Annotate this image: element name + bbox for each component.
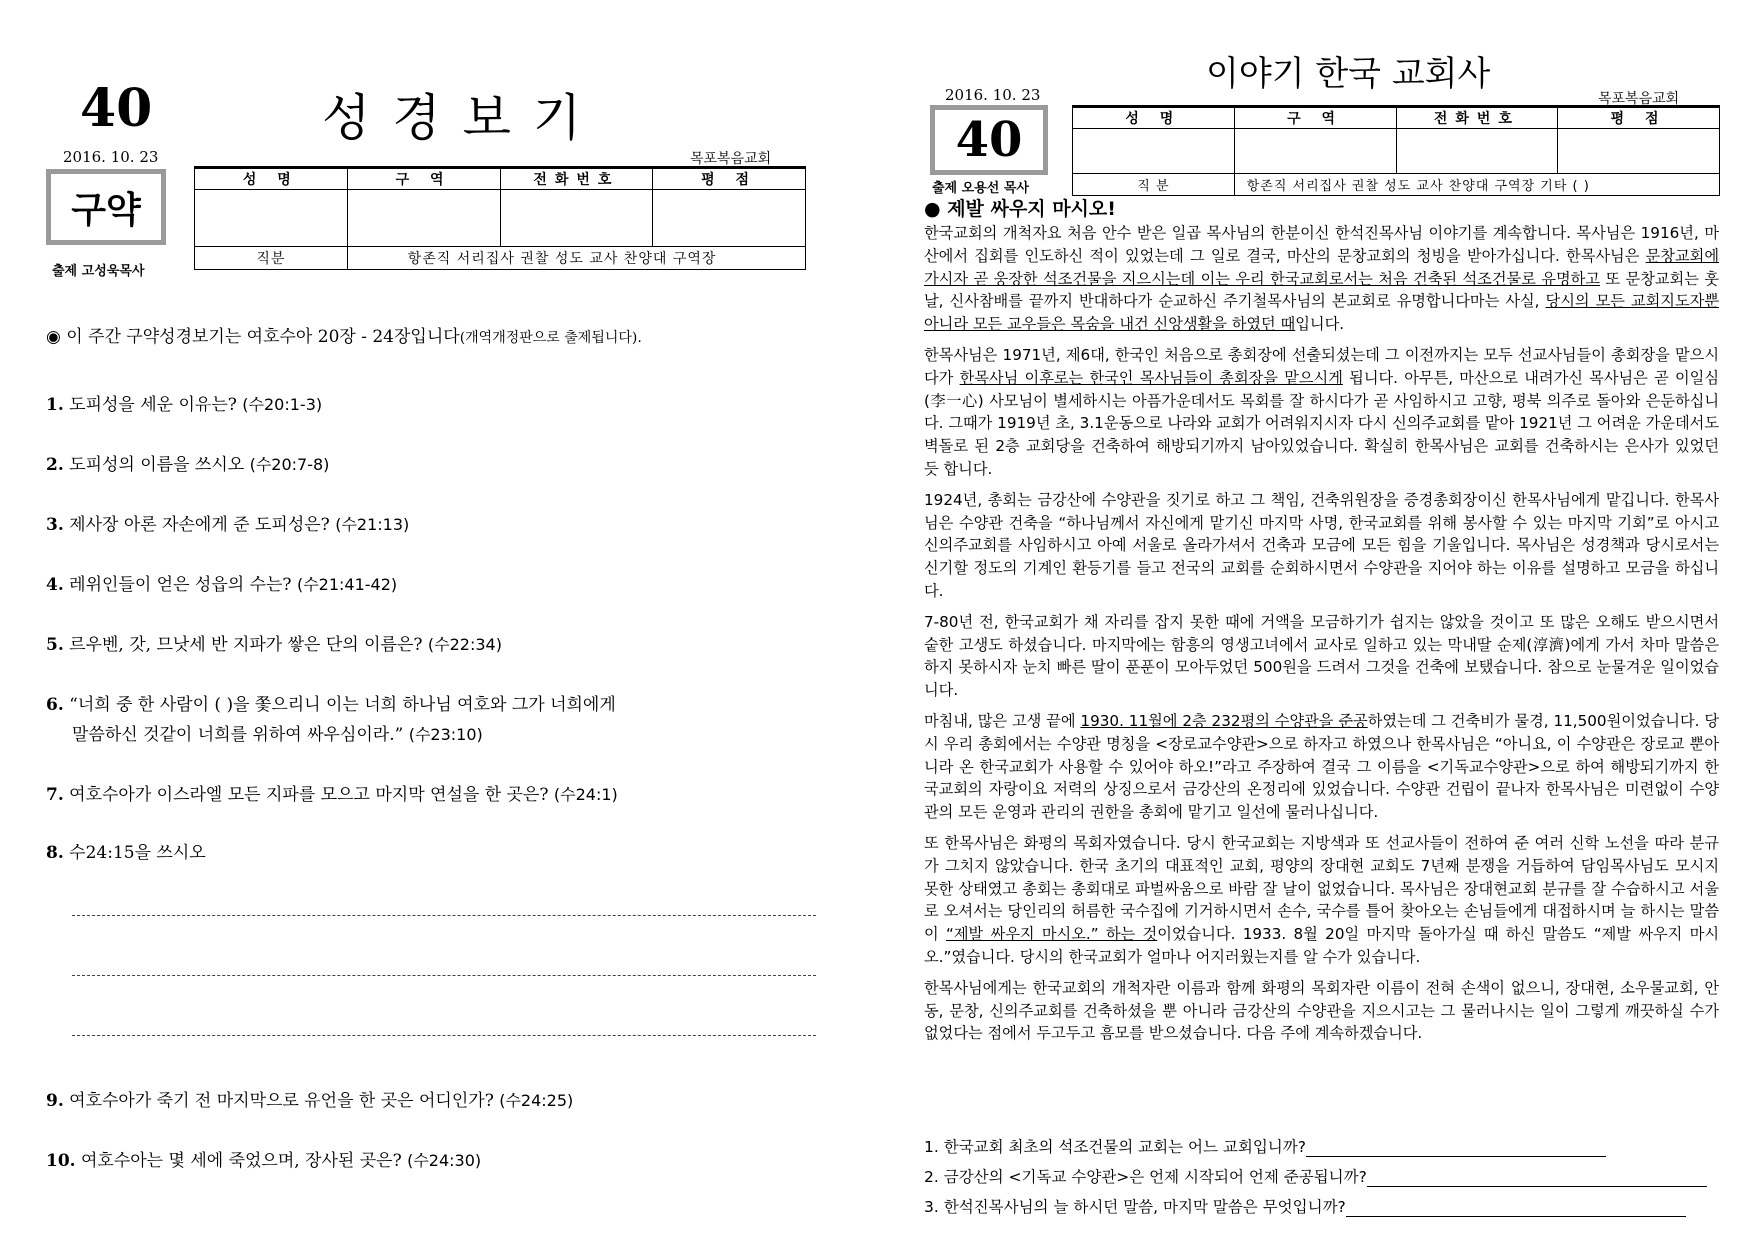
article-body: [924, 222, 1719, 1053]
right-church-name: 목포복음교회: [1598, 91, 1680, 107]
answer-line[interactable]: [1346, 1200, 1686, 1217]
name-field[interactable]: [1073, 129, 1235, 174]
phone-field[interactable]: [500, 190, 653, 247]
phone-field[interactable]: [1396, 129, 1558, 174]
question-7: 7. 여호수아가 이스라엘 모든 지파를 모으고 마지막 연설을 한 곳은? (수24:1): [46, 785, 618, 805]
left-issue-number: 40: [80, 78, 153, 139]
right-page-title: 이야기 한국 교회사: [1206, 54, 1491, 94]
header-district: 구 역: [1234, 107, 1396, 129]
question-6: 6. “너희 중 한 사람이 ( )을 쫓으리니 이는 너희 하나님 여호와 그가 너희에게 말씀하신 것같이 너희를 위하여 싸우심이라.” (수23:10): [46, 695, 616, 745]
article-paragraph: 한목사님에게는 한국교회의 개척자란 이름과 함께 화평의 목회자란 이름이 전혀 손색이 없으니, 장대현, 소우물교회, 안동, 문창, 신의주교회를 건축하셨을 뿐 아니라 금강산의 수양관을 지으시고는 그 물러나시는 일이 그렇게 깨끗하실 수가 없었다는 점에서 두고두고 흠모를 받으셨습니다. 다음 주에 계속하겠습니다.: [924, 978, 1719, 1043]
right-date: 2016. 10. 23: [945, 86, 1041, 104]
article-paragraph: 또 한목사님은 화평의 목회자였습니다. 당시 한국교회는 지방색과 또 선교사들이 전하여 준 여러 신학 노선을 따라 분규가 그치지 않았습니다. 한국 초기의 대표적인 교회, 평양의 장대현 교회도 7년째 분쟁을 거듭하여 담임목사님도 모시지 못한 상태였고 총회는 총회대로 파벌싸움으로 바람 잘 날이 없었습니다. 목사님은 장대현교회 분규를 잘 수습하시고 서울로 오셔서는 당인리의 허름한 국수집에 기거하시면서 손수, 국수를 틀어 찾아오는 손님들에게 대접하시며 늘 하시는 말씀이 “제발 싸우지 마시오.” 하는 것이었습니다. 1933. 8월 20일 마지막 돌아가실 때 하신 말씀도 “제발 싸우지 마시오.”였습니다. 당시의 한국교회가 얼마나 어지러웠는지를 알 수가 있습니다.: [924, 833, 1719, 966]
question-8: 8. 수24:15을 쓰시오: [46, 843, 206, 863]
score-field[interactable]: [1558, 129, 1720, 174]
left-registration-table: [194, 166, 806, 270]
right-author: 출제 오용선 목사: [932, 181, 1029, 196]
article-paragraph: 마침내, 많은 고생 끝에 1930. 11월에 2층 232평의 수양관을 준공하였는데 그 건축비가 물경, 11,500원이었습니다. 당시 우리 총회에서는 수양관 명칭을 <장로교수양관>으로 하자고 하였으나 한목사님은 “아니요, 이 수양관은 장로교 뿐아니라 온 한국교회가 사용할 수 있어야 하오!”라고 주장하여 결국 그 이름을 <기독교수양관>으로 하여 해방되기까지 한국교회의 자랑이요 저력의 상징으로서 금강산의 온정리에 있었습니다. 수양관 건립이 끝나자 한목사님은 미련없이 수양관의 모든 운영과 관리의 권한을 총회에 맡기고 일선에 물러나십니다.: [924, 711, 1720, 822]
header-score: 평 점: [653, 168, 806, 190]
old-testament-badge: 구약: [46, 169, 166, 245]
answer-line-3[interactable]: [72, 1035, 816, 1036]
question-4: 4. 레위인들이 얻은 성읍의 수는? (수21:41-42): [46, 575, 398, 595]
name-field[interactable]: [195, 190, 348, 247]
role-label: 직분: [195, 247, 348, 270]
review-question-1: 1. 한국교회 최초의 석조건물의 교회는 어느 교회입니까?: [924, 1135, 1606, 1157]
article-paragraph: 한국교회의 개척자요 처음 안수 받은 일곱 목사님의 한분이신 한석진목사님 이야기를 계속합니다. 목사님은 1916년, 마산에서 집회를 인도하신 적이 있었는데 그 일로 결국, 마산의 문창교회의 청빙을 받아가십니다. 한목사님은 문창교회에 가시자 곧 웅장한 석조건물을 지으시는데 이는 우리 한국교회로서는 처음 건축된 석조건물로 유명하고 또 문창교회는 훗날, 신사참배를 끝까지 반대하다가 순교하신 주기철목사님의 본교회로 유명합니다마는 사실, 당시의 모든 교회지도자뿐 아니라 모든 교우들은 목숨을 내건 신앙생활을 하였던 때입니다.: [924, 224, 1719, 334]
left-author: 출제 고성욱목사: [52, 264, 145, 279]
question-1: 1. 도피성을 세운 이유는? (수20:1-3): [46, 395, 323, 415]
role-label: 직 분: [1073, 174, 1235, 196]
header-phone: 전화번호: [500, 168, 653, 190]
right-issue-number: 40: [930, 105, 1048, 175]
header-name: 성 명: [195, 168, 348, 190]
answer-line[interactable]: [1306, 1140, 1606, 1157]
role-options[interactable]: 항존직 서리집사 권찰 성도 교사 찬양대 구역장: [347, 247, 805, 270]
district-field[interactable]: [1234, 129, 1396, 174]
header-score: 평 점: [1558, 107, 1720, 129]
article-paragraph: 1924년, 총회는 금강산에 수양관을 짓기로 하고 그 책임, 건축위원장을 증경총회장이신 한목사님에게 맡깁니다. 한목사님은 수양관 건축을 “하나님께서 자신에게 맡기신 마지막 사명, 한국교회를 위해 봉사할 수 있는 마지막 기회”로 아시고 신의주교회를 사임하시고 아예 서울로 올라가셔서 건축과 모금에 모든 힘을 기울입니다. 목사님은 성경책과 당시로서는 신기할 정도의 기계인 환등기를 들고 전국의 교회를 순회하시면서 수양관을 지어야 하는 이유를 설명하고 모금을 하십니다.: [924, 490, 1719, 600]
right-registration-table: [1072, 105, 1720, 196]
question-3: 3. 제사장 아론 자손에게 준 도피성은? (수21:13): [46, 515, 410, 535]
question-5: 5. 르우벤, 갓, 므낫세 반 지파가 쌓은 단의 이름은? (수22:34): [46, 635, 502, 655]
score-field[interactable]: [653, 190, 806, 247]
question-9: 9. 여호수아가 죽기 전 마지막으로 유언을 한 곳은 어디인가? (수24:25): [46, 1091, 574, 1111]
left-church-name: 목포복음교회: [690, 151, 772, 167]
question-10: 10. 여호수아는 몇 세에 죽었으며, 장사된 곳은? (수24:30): [46, 1151, 482, 1171]
left-intro: [46, 322, 642, 347]
article-heading: ● 제발 싸우지 마시오!: [924, 198, 1116, 220]
left-date: 2016. 10. 23: [63, 148, 159, 166]
answer-line[interactable]: [1367, 1170, 1707, 1187]
answer-line-2[interactable]: [72, 975, 816, 976]
header-name: 성 명: [1073, 107, 1235, 129]
question-2: 2. 도피성의 이름을 쓰시오 (수20:7-8): [46, 455, 330, 475]
role-options[interactable]: 항존직 서리집사 권찰 성도 교사 찬양대 구역장 기타 ( ): [1234, 174, 1719, 196]
review-question-2: 2. 금강산의 <기독교 수양관>은 언제 시작되어 언제 준공됩니까?: [924, 1165, 1707, 1187]
header-district: 구 역: [347, 168, 500, 190]
review-question-3: 3. 한석진목사님의 늘 하시던 말씀, 마지막 말씀은 무엇입니까?: [924, 1195, 1686, 1217]
intro-text: ◉ 이 주간 구약성경보기는 여호수아 20장 - 24장입니다: [46, 327, 460, 347]
answer-line-1[interactable]: [72, 915, 816, 916]
article-paragraph: 7-80년 전, 한국교회가 채 자리를 잡지 못한 때에 거액을 모금하기가 쉽지는 않았을 것이고 또 많은 오해도 받으시면서 숱한 고생도 하셨습니다. 마지막에는 함흥의 영생고녀에서 교사로 일하고 있는 막내딸 순제(淳濟)에게 가서 차마 말씀은 하지 못하시자 눈치 빠른 딸이 푼푼이 모아두었던 500원을 드려서 그것을 건축에 보탰습니다. 참으로 눈물겨운 일이었습니다.: [924, 612, 1719, 700]
intro-note: (개역개정판으로 출제됩니다).: [459, 330, 642, 346]
left-page-title: 성경보기: [322, 89, 604, 147]
article-paragraph: 한목사님은 1971년, 제6대, 한국인 처음으로 총회장에 선출되셨는데 그 이전까지는 모두 선교사님들이 총회장을 맡으시다가 한목사님 이후로는 한국인 목사님들이 총회장을 맡으시게 됩니다. 아무튼, 마산으로 내려가신 목사님은 곧 이일심(李一心) 사모님이 별세하시는 아픔가운데서도 목회를 잘 하시다가 곧 사임하시고 고향, 평북 의주로 돌아와 은둔하십니다. 그때가 1919년 초, 3.1운동으로 나라와 교회가 어려워지시자 다시 신의주교회를 맡아 1921년 그 어려운 가운데서도 벽돌로 된 2층 교회당을 건축하여 해방되기까지 남아있었습니다. 확실히 한목사님은 교회를 건축하시는 은사가 있었던 듯 합니다.: [924, 345, 1720, 478]
district-field[interactable]: [347, 190, 500, 247]
header-phone: 전화번호: [1396, 107, 1558, 129]
